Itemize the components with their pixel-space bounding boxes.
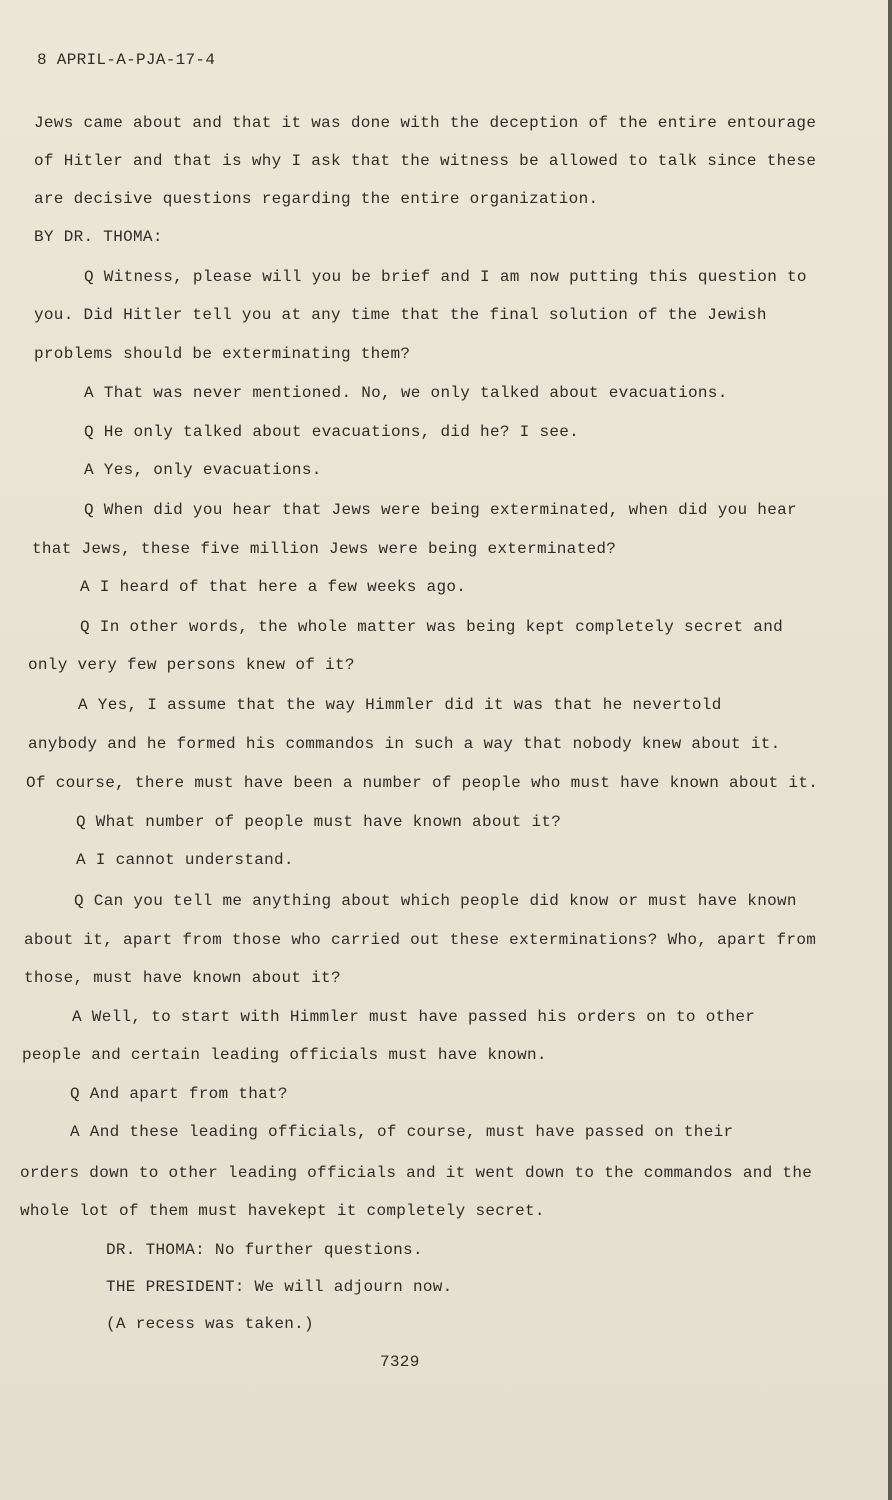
text-line: only very few persons knew of it? (28, 656, 355, 674)
answer-line: A Well, to start with Himmler must have passed his orders on to other (72, 1008, 756, 1026)
text-line: anybody and he formed his commandos in such a way that nobody knew about it. (28, 735, 781, 753)
speaker-line: THE PRESIDENT: We will adjourn now. (106, 1278, 453, 1296)
answer-line: A I cannot understand. (76, 851, 294, 869)
answer-line: A That was never mentioned. No, we only talked about evacuations. (84, 384, 728, 402)
answer-line: A Yes, I assume that the way Himmler did it was that he nevertold (78, 696, 722, 714)
question-line: Q He only talked about evacuations, did he? I see. (84, 423, 580, 441)
answer-line: A I heard of that here a few weeks ago. (80, 578, 467, 596)
text-line: whole lot of them must havekept it completely secret. (20, 1202, 545, 1220)
question-line: Q Witness, please will you be brief and I am now putting this question to (84, 268, 807, 286)
question-line: Q Can you tell me anything about which people did know or must have known (74, 892, 797, 910)
text-line: you. Did Hitler tell you at any time that the final solution of the Jewish (34, 306, 767, 324)
recess-note: (A recess was taken.) (106, 1315, 314, 1333)
speaker-line: DR. THOMA: No further questions. (106, 1241, 423, 1259)
page-number: 7329 (380, 1353, 420, 1371)
speaker-heading: BY DR. THOMA: (34, 228, 163, 246)
text-line: problems should be exterminating them? (34, 345, 411, 363)
text-line: Jews came about and that it was done with the deception of the entire entourage (34, 114, 817, 132)
answer-line: A Yes, only evacuations. (84, 461, 322, 479)
text-line: orders down to other leading officials and it went down to the commandos and the (20, 1164, 813, 1182)
text-line: are decisive questions regarding the entire organization. (34, 190, 599, 208)
text-line: of Hitler and that is why I ask that the witness be allowed to talk since these (34, 152, 817, 170)
page-edge (888, 0, 892, 1500)
text-line: those, must have known about it? (24, 969, 341, 987)
text-line: that Jews, these five million Jews were being exterminated? (32, 540, 617, 558)
text-line: Of course, there must have been a number of people who must have known about it. (26, 774, 819, 792)
answer-line: A And these leading officials, of course, must have passed on their (70, 1123, 734, 1141)
text-line: about it, apart from those who carried out these exterminations? Who, apart from (24, 931, 817, 949)
question-line: Q And apart from that? (70, 1085, 288, 1103)
question-line: Q In other words, the whole matter was being kept completely secret and (80, 618, 784, 636)
question-line: Q When did you hear that Jews were being exterminated, when did you hear (84, 501, 797, 519)
question-line: Q What number of people must have known about it? (76, 813, 562, 831)
page-id: 8 APRIL-A-PJA-17-4 (37, 51, 216, 69)
text-line: people and certain leading officials must have known. (22, 1046, 547, 1064)
